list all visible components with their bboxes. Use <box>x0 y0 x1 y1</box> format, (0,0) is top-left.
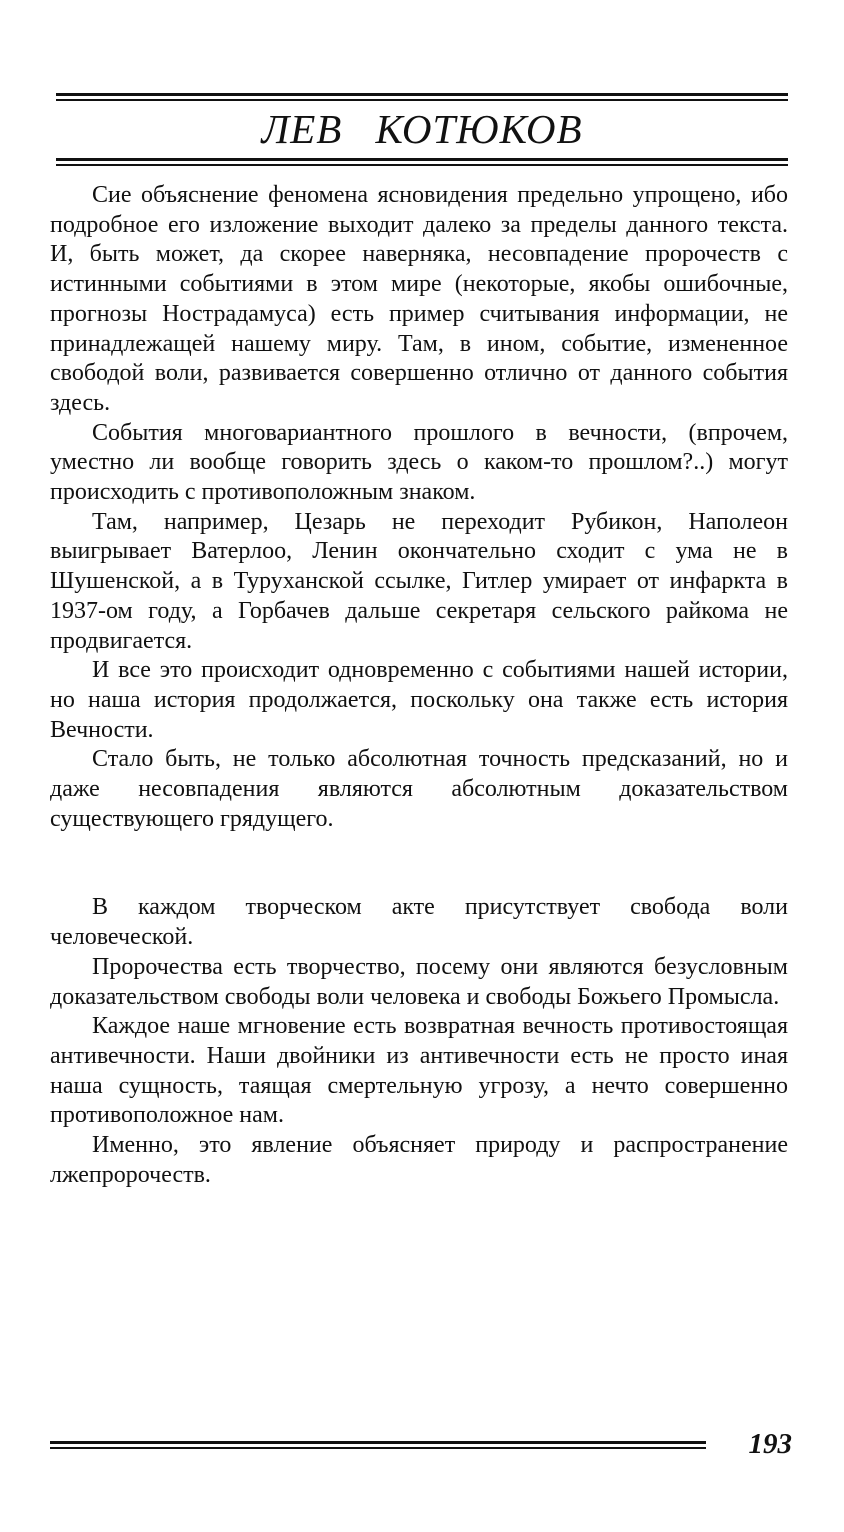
page-number: 193 <box>748 1428 792 1460</box>
paragraph: В каждом творческом акте присутствует свобода воли человеческой. <box>50 894 788 951</box>
paragraph: Стало быть, не только абсолютная точность предсказаний, но и даже несовпадения являются абсолютным доказательством существующего грядущего. <box>50 746 788 832</box>
footer-rule-thin <box>50 1447 706 1449</box>
paragraph: И все это происходит одновременно с событиями нашей истории, но наша история продолжается, поскольку она также есть история Вечности. <box>50 657 788 743</box>
header-top-rule-thin <box>56 99 788 101</box>
paragraph: Именно, это явление объясняет природу и распространение лжепророчеств. <box>50 1132 788 1188</box>
header-bottom-rule-thin <box>56 164 788 166</box>
running-title: ЛЕВ КОТЮКОВ <box>261 106 583 152</box>
paragraph: Пророчества есть творчество, посему они являются безусловным доказательством свободы воли человека и свободы Божьего Промысла. <box>50 953 788 1010</box>
header-bottom-rule <box>56 158 788 161</box>
footer-rule <box>50 1441 706 1444</box>
header-top-rule <box>56 93 788 96</box>
paragraph: События многовариантного прошлого в вечности, (впрочем, уместно ли вообще говорить здесь о каком-то прошлом?..) могут происходить с противоположным знаком. <box>50 419 788 506</box>
paragraph: Каждое наше мгновение есть возвратная вечность противостоящая антивечности. Наши двойники из антивечности есть не просто иная наша сущность, таящая смертельную угрозу, а нечто совершенно противоположное нам. <box>50 1013 788 1129</box>
body-text <box>50 181 788 1191</box>
paragraph: Сие объяснение феномена ясновидения предельно упрощено, ибо подробное его изложение выходит далеко за пределы данного текста. И, быть может, да скорее наверняка, несовпадение пророчеств с истинными событиями в этом мире (некоторые, якобы ошибочные, прогнозы Нострадамуса) есть пример считывания информации, не принадлежащей нашему миру. Там, в ином, событие, измененное свободой воли, развивается совершенно отлично от данного события здесь. <box>50 182 788 416</box>
paragraph: Там, например, Цезарь не переходит Рубикон, Наполеон выигрывает Ватерлоо, Ленин окончательно сходит с ума не в Шушенской, а в Туруханской ссылке, Гитлер умирает от инфаркта в 1937-ом году, а Горбачев дальше секретаря сельского райкома не продвигается. <box>50 508 788 654</box>
